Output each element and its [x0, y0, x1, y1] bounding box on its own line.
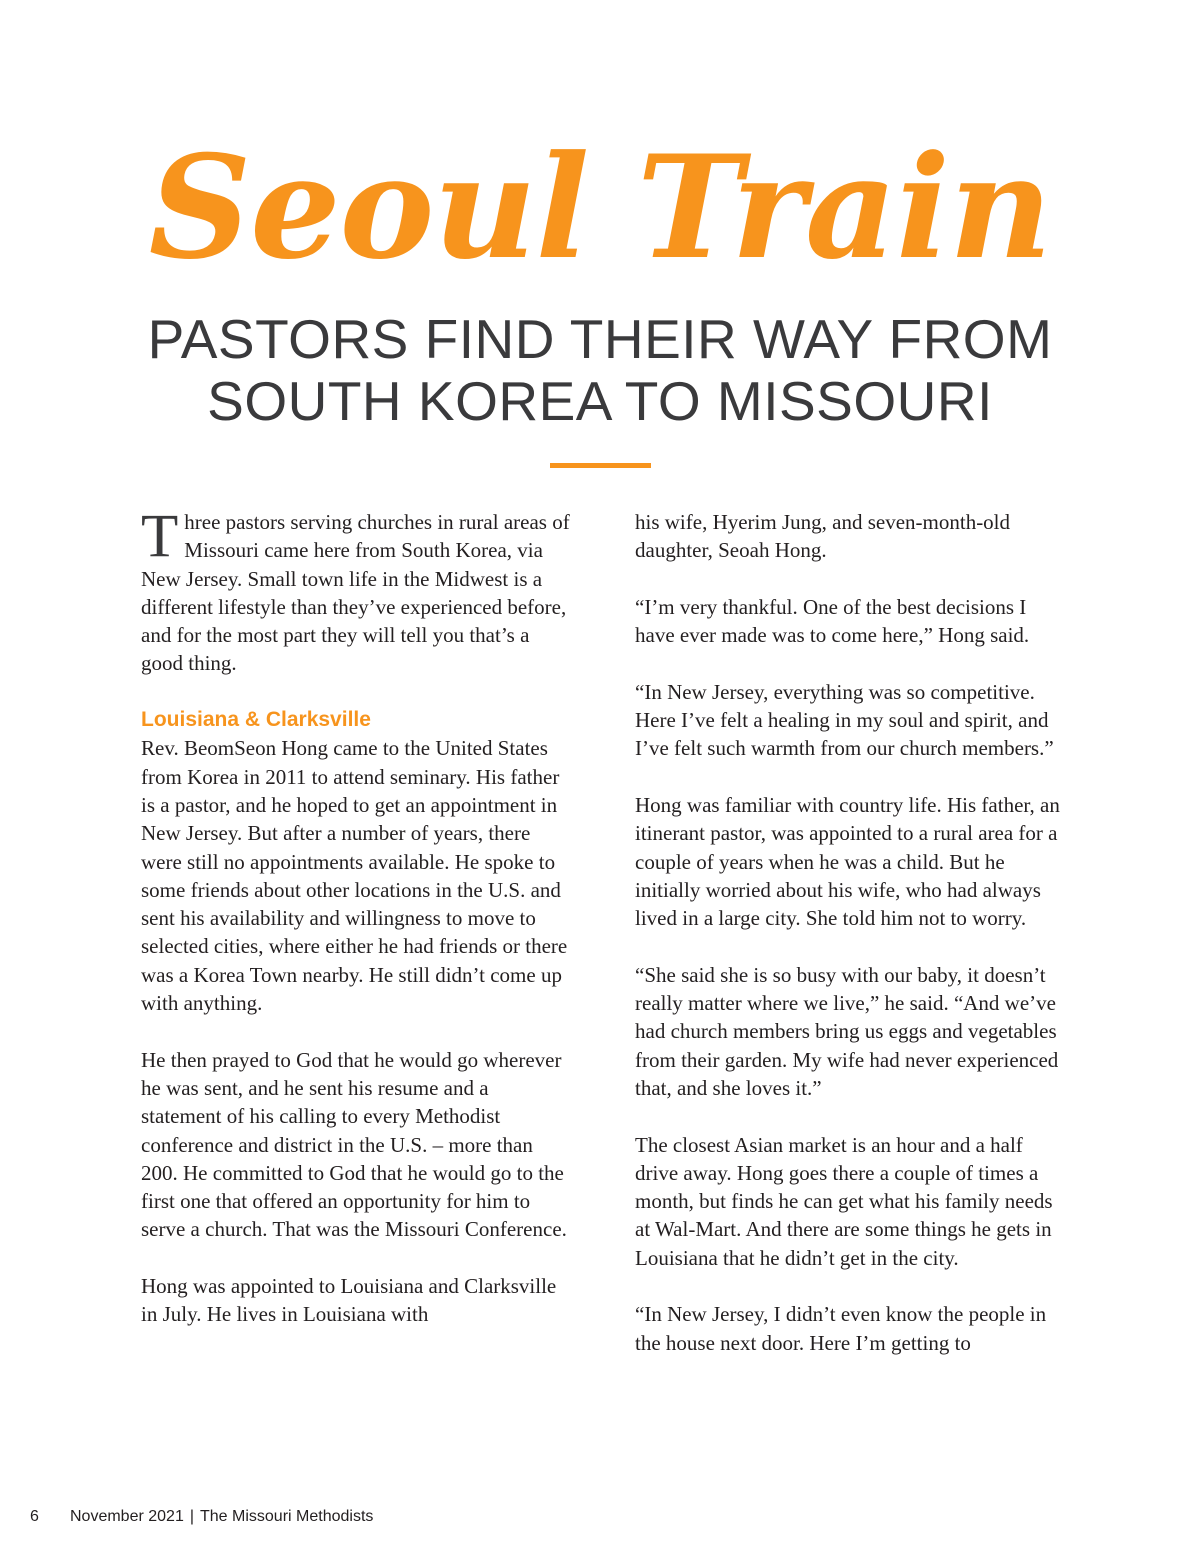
footer-date: November 2021 [70, 1508, 184, 1525]
body-paragraph: Rev. BeomSeon Hong came to the United States from Korea in 2011 to attend seminary. His father is a pastor, and he hoped to get an appointment in New Jersey. But after a number of years, there were still no appointments available. He spoke to some friends about other locations in the U.S. and sent his availability and willingness to move to selected cities, where either he had friends or there was a Korea Town nearby. He still didn’t come up with anything. [141, 736, 568, 1016]
title-divider [550, 463, 651, 468]
right-column [635, 508, 1067, 1385]
publication-name: The Missouri Methodists [200, 1508, 374, 1525]
subtitle-line-1: PASTORS FIND THEIR WAY FROM [147, 308, 1053, 370]
intro-text: hree pastors serving churches in rural areas of Missouri came here from South Korea, via New Jersey. Small town life in the Midwest is a different lifestyle than they’ve experienced before, and for the most part they will tell you that’s a good thing. [141, 510, 570, 676]
subtitle-line-2: SOUTH KOREA TO MISSOURI [207, 370, 993, 432]
body-paragraph: “I’m very thankful. One of the best decisions I have ever made was to come here,” Hong said. [635, 594, 1030, 648]
body-paragraph: his wife, Hyerim Jung, and seven-month-old daughter, Seoah Hong. [635, 510, 1011, 563]
section-heading: Louisiana & Clarksville [141, 708, 371, 732]
article-title: Seoul Train [148, 125, 1052, 291]
left-column [141, 503, 573, 1357]
article-subtitle [0, 308, 1200, 432]
body-paragraph: He then prayed to God that he would go wherever he was sent, and he sent his resume and a statement of his calling to every Methodist conference and district in the U.S. – more than 200. He committed to God that he would go to the first one that offered an opportunity for him to serve a church. That was the Missouri Conference. [141, 1047, 567, 1242]
body-paragraph: “In New Jersey, everything was so competitive. Here I’ve felt a healing in my soul and spirit, and I’ve felt such warmth from our church members.” [635, 679, 1054, 761]
body-paragraph: Hong was appointed to Louisiana and Clarksville in July. He lives in Louisiana with [141, 1274, 557, 1327]
page-number: 6 [30, 1508, 39, 1525]
drop-cap: T [141, 503, 179, 570]
intro-paragraph [141, 503, 573, 678]
body-paragraph: Hong was familiar with country life. His father, an itinerant pastor, was appointed to a rural area for a couple of years when he was a child. But he initially worried about his wife, who had always lived in a large city. She told him not to worry. [635, 792, 1060, 931]
footer-separator: | [189, 1508, 194, 1525]
body-paragraph: The closest Asian market is an hour and a half drive away. Hong goes there a couple of times a month, but finds he can get what his family needs at Wal-Mart. And there are some things he gets in Louisiana that he didn’t get in the city. [635, 1132, 1053, 1270]
body-paragraph: “In New Jersey, I didn’t even know the people in the house next door. Here I’m getting to [635, 1302, 1047, 1355]
page-footer [30, 1506, 373, 1528]
body-paragraph: “She said she is so busy with our baby, it doesn’t really matter where we live,” he said. “And we’ve had church members bring us eggs and vegetables from their garden. My wife had never experienced that, and she loves it.” [635, 962, 1059, 1100]
